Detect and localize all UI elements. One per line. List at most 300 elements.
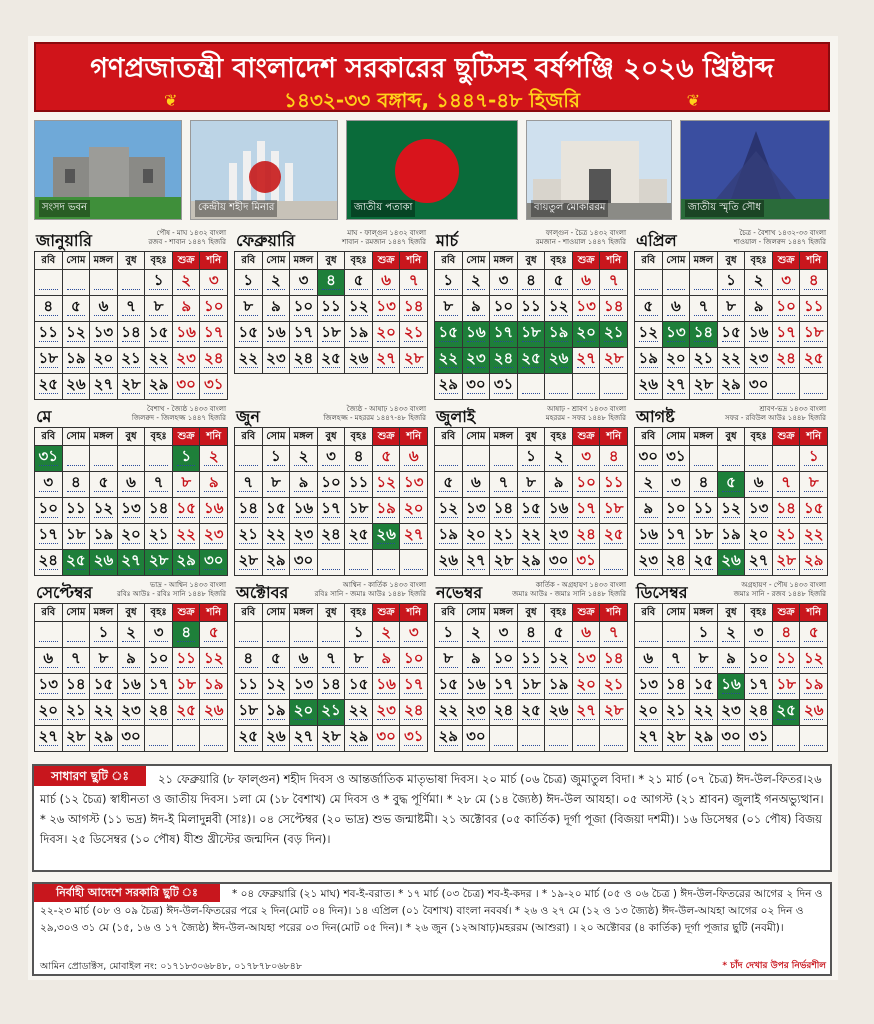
general-holidays-label: সাধারণ ছুটি ঃ	[34, 766, 146, 786]
weekday-header: রবি	[435, 428, 463, 446]
day-cell: ১৬	[373, 674, 401, 700]
weekday-header: মঙ্গল	[690, 428, 718, 446]
day-cell	[145, 446, 173, 472]
era-hijri: রমজান - শাওয়াল ১৪৪৭ হিজরি	[535, 238, 626, 246]
day-cell: ৪	[173, 622, 201, 648]
weekday-header: রবি	[235, 428, 263, 446]
day-cell: ১৩	[90, 322, 118, 348]
day-cell: ১৯	[800, 674, 828, 700]
era-hijri: শাওয়াল - জিলক্বদ ১৪৪৭ হিজরি	[733, 238, 826, 246]
day-cell: ১০	[745, 648, 773, 674]
day-cell: ৪	[600, 446, 628, 472]
day-cell	[518, 726, 546, 752]
day-cell: ২৭	[573, 348, 601, 374]
day-cell: ২৩	[463, 348, 491, 374]
day-cell: ১৯	[200, 674, 228, 700]
month-4	[632, 228, 830, 406]
day-cell: ৩	[200, 270, 228, 296]
month-era	[323, 405, 426, 423]
day-cell: ২৪	[200, 348, 228, 374]
day-cell: ১৪	[773, 498, 801, 524]
era-hijri: মহররম - সফর ১৪৪৮ হিজরি	[545, 414, 626, 422]
day-cell: ৫	[800, 622, 828, 648]
day-cell: ২১	[490, 524, 518, 550]
executive-holidays	[32, 882, 832, 976]
ornament-right: ❦	[686, 91, 700, 110]
day-cell	[545, 726, 573, 752]
day-cell	[373, 550, 401, 576]
era-hijri: রজব - শাবান ১৪৪৭ হিজরি	[148, 238, 226, 246]
weekday-row	[235, 428, 428, 446]
day-cell: ১	[145, 270, 173, 296]
day-cell: ১৩	[573, 296, 601, 322]
day-cell: ২০	[118, 524, 146, 550]
day-cell: ১৮	[518, 674, 546, 700]
week-row	[435, 374, 628, 400]
day-cell: ৩০	[373, 726, 401, 752]
era-bangla: আশ্বিন - কার্তিক ১৪৩৩ বাংলা	[342, 581, 426, 589]
month-name: মে	[36, 407, 52, 426]
page-title: গণপ্রজাতন্ত্রী বাংলাদেশ সরকারের ছুটিসহ বর্ষপঞ্জি ২০২৬ খ্রিষ্টাব্দ	[90, 53, 774, 84]
weekday-header: শুক্র	[773, 604, 801, 622]
month-name: আগষ্ট	[636, 407, 675, 426]
era-hijri: রবিঃ সানি - জমাঃ আউঃ ১৪৪৮ হিজরি	[314, 590, 426, 598]
day-cell: ১	[263, 446, 291, 472]
photo-national-flag	[346, 120, 518, 220]
weekday-header: সোম	[63, 604, 91, 622]
week-row	[635, 446, 828, 472]
day-cell	[635, 270, 663, 296]
month-table	[634, 251, 828, 400]
weekday-row	[435, 604, 628, 622]
day-cell: ৮	[345, 648, 373, 674]
day-cell: ৩১	[490, 374, 518, 400]
day-cell: ১৫	[173, 498, 201, 524]
day-cell: ৭	[690, 296, 718, 322]
day-cell	[463, 446, 491, 472]
day-cell: ১৯	[345, 322, 373, 348]
day-cell: ১৪	[690, 322, 718, 348]
day-cell: ২৪	[745, 700, 773, 726]
day-cell: ২৮	[690, 374, 718, 400]
day-cell	[235, 622, 263, 648]
weekday-header: সোম	[663, 604, 691, 622]
month-era	[725, 405, 826, 423]
day-cell: ৯	[373, 648, 401, 674]
weekday-header: শুক্র	[573, 252, 601, 270]
day-cell: ৮	[263, 472, 291, 498]
week-row	[35, 348, 228, 374]
weekday-row	[435, 428, 628, 446]
day-cell: ২২	[690, 700, 718, 726]
day-cell: ১০	[145, 648, 173, 674]
day-cell: ২৬	[63, 374, 91, 400]
weekday-header: বুধ	[318, 604, 346, 622]
month-11	[432, 580, 630, 758]
photo-parliament	[34, 120, 182, 220]
weekday-header: রবি	[35, 252, 63, 270]
day-cell: ৭	[490, 472, 518, 498]
day-cell: ২৮	[63, 726, 91, 752]
day-cell: ১০	[773, 296, 801, 322]
day-cell: ১৭	[318, 498, 346, 524]
photo-baitul-mukarram	[526, 120, 672, 220]
day-cell: ২৯	[435, 374, 463, 400]
era-bangla: জ্যৈষ্ঠ - আষাঢ় ১৪৩৩ বাংলা	[346, 405, 426, 413]
day-cell: ১১	[173, 648, 201, 674]
day-cell: ৭	[663, 648, 691, 674]
general-holidays	[32, 764, 832, 872]
era-hijri: শাবান - রমজান ১৪৪৭ হিজরি	[342, 238, 426, 246]
month-header	[234, 228, 428, 252]
day-cell: ৬	[400, 446, 428, 472]
day-cell	[90, 446, 118, 472]
weekday-header: বৃহঃ	[345, 252, 373, 270]
day-cell	[63, 270, 91, 296]
day-cell: ৯	[173, 296, 201, 322]
week-row	[235, 674, 428, 700]
weekday-header: শনি	[200, 252, 228, 270]
day-cell: ৯	[463, 648, 491, 674]
weekday-header: বুধ	[318, 428, 346, 446]
day-cell: ৯	[118, 648, 146, 674]
month-era	[148, 229, 226, 247]
day-cell: ১৯	[545, 674, 573, 700]
weekday-header: শনি	[400, 252, 428, 270]
day-cell: ১৮	[518, 322, 546, 348]
day-cell: ১৮	[773, 674, 801, 700]
day-cell: ২৪	[318, 524, 346, 550]
day-cell	[490, 446, 518, 472]
day-cell: ৩০	[635, 446, 663, 472]
month-6	[232, 404, 430, 582]
week-row	[435, 498, 628, 524]
day-cell: ১৪	[118, 322, 146, 348]
page-subtitle: ১৪৩২-৩৩ বঙ্গাব্দ, ১৪৪৭-৪৮ হিজরি	[283, 88, 581, 112]
day-cell: ২৬	[90, 550, 118, 576]
day-cell	[435, 446, 463, 472]
day-cell: ১৫	[345, 674, 373, 700]
day-cell: ১২	[718, 498, 746, 524]
week-row	[435, 446, 628, 472]
day-cell: ২৭	[373, 348, 401, 374]
day-cell: ১৪	[490, 498, 518, 524]
day-cell: ৩	[318, 446, 346, 472]
day-cell: ১৩	[635, 674, 663, 700]
photo-caption: কেন্দ্রীয় শহীদ মিনার	[195, 200, 277, 217]
weekday-row	[635, 604, 828, 622]
month-table	[634, 427, 828, 576]
weekday-header: বৃহঃ	[145, 428, 173, 446]
day-cell: ২৪	[663, 550, 691, 576]
weekday-header: বৃহঃ	[345, 428, 373, 446]
month-1	[32, 228, 230, 406]
day-cell: ১৬	[173, 322, 201, 348]
day-cell: ২৫	[518, 348, 546, 374]
day-cell: ১৬	[463, 674, 491, 700]
day-cell: ৩১	[35, 446, 63, 472]
week-row	[35, 374, 228, 400]
day-cell: ২৫	[173, 700, 201, 726]
day-cell: ২৮	[118, 374, 146, 400]
weekday-header: বুধ	[518, 428, 546, 446]
day-cell	[690, 446, 718, 472]
day-cell: ২৮	[773, 550, 801, 576]
day-cell: ১	[435, 270, 463, 296]
day-cell: ১৯	[435, 524, 463, 550]
era-bangla: আষাঢ় - শ্রাবণ ১৪৩৩ বাংলা	[547, 405, 626, 413]
weekday-header: বুধ	[518, 252, 546, 270]
day-cell: ২৯	[345, 726, 373, 752]
month-header	[34, 228, 228, 252]
day-cell: ৩	[400, 622, 428, 648]
day-cell	[663, 622, 691, 648]
day-cell: ৮	[90, 648, 118, 674]
day-cell: ১	[718, 270, 746, 296]
day-cell: ২২	[263, 524, 291, 550]
day-cell: ১৬	[290, 498, 318, 524]
day-cell: ১৬	[635, 524, 663, 550]
week-row	[235, 524, 428, 550]
day-cell: ৯	[263, 296, 291, 322]
era-bangla: মাঘ - ফাল্গুন ১৪৩২ বাংলা	[347, 229, 426, 237]
week-row	[635, 472, 828, 498]
month-7	[432, 404, 630, 582]
week-row	[635, 296, 828, 322]
weekday-header: বুধ	[518, 604, 546, 622]
week-row	[635, 622, 828, 648]
day-cell: ১৭	[773, 322, 801, 348]
day-cell: ১১	[600, 472, 628, 498]
day-cell: ১২	[345, 296, 373, 322]
day-cell: ১৪	[600, 648, 628, 674]
week-row	[235, 446, 428, 472]
day-cell: ২০	[290, 700, 318, 726]
day-cell: ২২	[173, 524, 201, 550]
day-cell: ৩	[663, 472, 691, 498]
weekday-header: বৃহঃ	[145, 604, 173, 622]
day-cell: ১৩	[463, 498, 491, 524]
week-row	[35, 446, 228, 472]
weekday-header: রবি	[235, 252, 263, 270]
day-cell: ২৩	[745, 348, 773, 374]
day-cell: ২	[463, 622, 491, 648]
month-table	[34, 603, 228, 752]
weekday-header: বুধ	[118, 428, 146, 446]
month-era	[512, 581, 626, 599]
month-header	[434, 404, 628, 428]
photo-shaheed-minar	[190, 120, 338, 220]
month-12	[632, 580, 830, 758]
day-cell	[263, 622, 291, 648]
weekday-header: শুক্র	[773, 252, 801, 270]
weekday-header: বৃহঃ	[745, 428, 773, 446]
day-cell: ২৬	[200, 700, 228, 726]
day-cell: ১৬	[200, 498, 228, 524]
day-cell: ৭	[118, 296, 146, 322]
day-cell: ৩১	[200, 374, 228, 400]
weekday-header: সোম	[463, 604, 491, 622]
day-cell: ৪	[35, 296, 63, 322]
day-cell: ২১	[690, 348, 718, 374]
era-bangla: পৌষ - মাঘ ১৪৩২ বাংলা	[156, 229, 226, 237]
day-cell: ৪	[518, 270, 546, 296]
month-table	[234, 251, 428, 374]
day-cell: ২১	[400, 322, 428, 348]
weekday-header: রবি	[635, 428, 663, 446]
day-cell: ২৩	[173, 348, 201, 374]
weekday-header: সোম	[663, 252, 691, 270]
day-cell: ১৬	[118, 674, 146, 700]
day-cell: ১৫	[800, 498, 828, 524]
weekday-header: শনি	[400, 604, 428, 622]
day-cell: ১০	[663, 498, 691, 524]
week-row	[435, 700, 628, 726]
day-cell: ৩	[773, 270, 801, 296]
day-cell: ৩০	[200, 550, 228, 576]
day-cell: ২৭	[663, 374, 691, 400]
weekday-header: শুক্র	[173, 252, 201, 270]
day-cell	[573, 726, 601, 752]
day-cell	[200, 726, 228, 752]
weekday-header: বৃহঃ	[345, 604, 373, 622]
month-table	[434, 251, 628, 400]
day-cell: ১৭	[745, 674, 773, 700]
day-cell: ১১	[518, 648, 546, 674]
day-cell	[35, 270, 63, 296]
day-cell: ২৭	[400, 524, 428, 550]
day-cell: ১৪	[145, 498, 173, 524]
weekday-row	[35, 428, 228, 446]
day-cell: ১৭	[663, 524, 691, 550]
day-cell: ১৩	[573, 648, 601, 674]
day-cell: ১২	[263, 674, 291, 700]
day-cell: ২৭	[463, 550, 491, 576]
day-cell: ৩০	[718, 726, 746, 752]
week-row	[235, 726, 428, 752]
day-cell: ২৯	[518, 550, 546, 576]
day-cell: ১১	[235, 674, 263, 700]
week-row	[435, 524, 628, 550]
day-cell: ১২	[800, 648, 828, 674]
day-cell: ২৪	[400, 700, 428, 726]
day-cell: ২৯	[435, 726, 463, 752]
day-cell: ১১	[345, 472, 373, 498]
day-cell: ২৮	[600, 700, 628, 726]
era-bangla: চৈত্র - বৈশাখ ১৪৩২-৩৩ বাংলা	[739, 229, 826, 237]
week-row	[235, 472, 428, 498]
day-cell: ২৪	[290, 348, 318, 374]
month-table	[234, 603, 428, 752]
day-cell: ২১	[118, 348, 146, 374]
day-cell	[773, 726, 801, 752]
day-cell: ৩	[490, 270, 518, 296]
day-cell: ৫	[263, 648, 291, 674]
month-era	[315, 581, 426, 599]
day-cell	[745, 446, 773, 472]
day-cell: ১৪	[600, 296, 628, 322]
day-cell: ২৬	[718, 550, 746, 576]
day-cell: ১৩	[35, 674, 63, 700]
day-cell: ২৫	[345, 524, 373, 550]
week-row	[435, 550, 628, 576]
day-cell: ২৮	[663, 726, 691, 752]
day-cell: ৫	[718, 472, 746, 498]
week-row	[435, 322, 628, 348]
day-cell: ২০	[573, 322, 601, 348]
day-cell: ২২	[718, 348, 746, 374]
photo-caption: সংসদ ভবন	[39, 200, 90, 217]
weekday-header: শনি	[800, 252, 828, 270]
day-cell: ৮	[718, 296, 746, 322]
day-cell: ২৪	[490, 348, 518, 374]
week-row	[635, 726, 828, 752]
day-cell: ২১	[663, 700, 691, 726]
week-row	[435, 726, 628, 752]
day-cell: ১০	[573, 472, 601, 498]
month-name: জানুয়ারি	[36, 231, 92, 250]
month-era	[117, 581, 226, 599]
moon-note: * চাঁদ দেখার উপর নির্ভরশীল	[722, 961, 826, 971]
day-cell: ১৮	[318, 322, 346, 348]
week-row	[35, 726, 228, 752]
day-cell: ১	[173, 446, 201, 472]
calendar-poster	[28, 36, 838, 980]
weekday-header: শুক্র	[773, 428, 801, 446]
weekday-header: শুক্র	[373, 252, 401, 270]
week-row	[635, 524, 828, 550]
weekday-header: শুক্র	[373, 604, 401, 622]
day-cell: ১৮	[35, 348, 63, 374]
day-cell	[800, 726, 828, 752]
week-row	[635, 648, 828, 674]
day-cell: ২৬	[435, 550, 463, 576]
day-cell: ১৪	[400, 296, 428, 322]
weekday-header: মঙ্গল	[90, 428, 118, 446]
day-cell	[800, 374, 828, 400]
day-cell: ২৯	[718, 374, 746, 400]
weekday-row	[235, 252, 428, 270]
weekday-header: বুধ	[118, 252, 146, 270]
weekday-row	[435, 252, 628, 270]
week-row	[435, 270, 628, 296]
day-cell: ১১	[63, 498, 91, 524]
day-cell: ২২	[235, 348, 263, 374]
day-cell: ৫	[435, 472, 463, 498]
day-cell: ৬	[463, 472, 491, 498]
month-name: অক্টোবর	[236, 583, 289, 602]
day-cell: ১৫	[718, 322, 746, 348]
weekday-header: মঙ্গল	[290, 428, 318, 446]
day-cell: ১৮	[345, 498, 373, 524]
day-cell: ১৭	[490, 322, 518, 348]
day-cell: ৯	[635, 498, 663, 524]
day-cell: ২৮	[318, 726, 346, 752]
weekday-header: রবি	[435, 604, 463, 622]
weekday-row	[635, 252, 828, 270]
day-cell: ৫	[545, 622, 573, 648]
day-cell: ৩১	[663, 446, 691, 472]
week-row	[235, 648, 428, 674]
month-era	[734, 581, 826, 599]
day-cell	[600, 374, 628, 400]
day-cell: ২৫	[690, 550, 718, 576]
executive-holidays-text: * ০৪ ফেব্রুয়ারি (২১ মাঘ) শব-ই-বরাত। * ১৭ মার্চ (০৩ চৈত্র) শব-ই-কদর । * ১৯-২০ মার্চ (০৫ ও ০৬ চৈত্র ) ঈদ-উল-ফিতরের আগের ২ দিন ও ২২-২৩ মার্চ (০৮ ও ০৯ চৈত্র) ঈদ-উল-ফিতরের পরে ২ দিন(মোট ০৪ দিন)। ১৪ এপ্রিল (০১ বৈশাখ) বাংলা নববর্ষ। * ২৬ ও ২৭ মে (১২ ও ১৩ জ্যৈষ্ঠ) ঈদ-উল-আযহা আগের ০২ দিন ও ২৯,৩০ও ৩১ মে (১৫, ১৬ ও ১৭ জ্যৈষ্ঠ) ঈদ-উল-আযহা পরের ০৩ দিন(মোট ০৫ দিন)। * ২৬ জুন (১২আষাঢ়)মহররম (আশুরা) । ২০ অক্টোবর (৪ কার্তিক) দূর্গা পূজার ছুটি (নবমী)।	[40, 888, 823, 934]
month-10	[232, 580, 430, 758]
day-cell: ৭	[318, 648, 346, 674]
day-cell: ২৯	[263, 550, 291, 576]
weekday-header: মঙ্গল	[90, 252, 118, 270]
